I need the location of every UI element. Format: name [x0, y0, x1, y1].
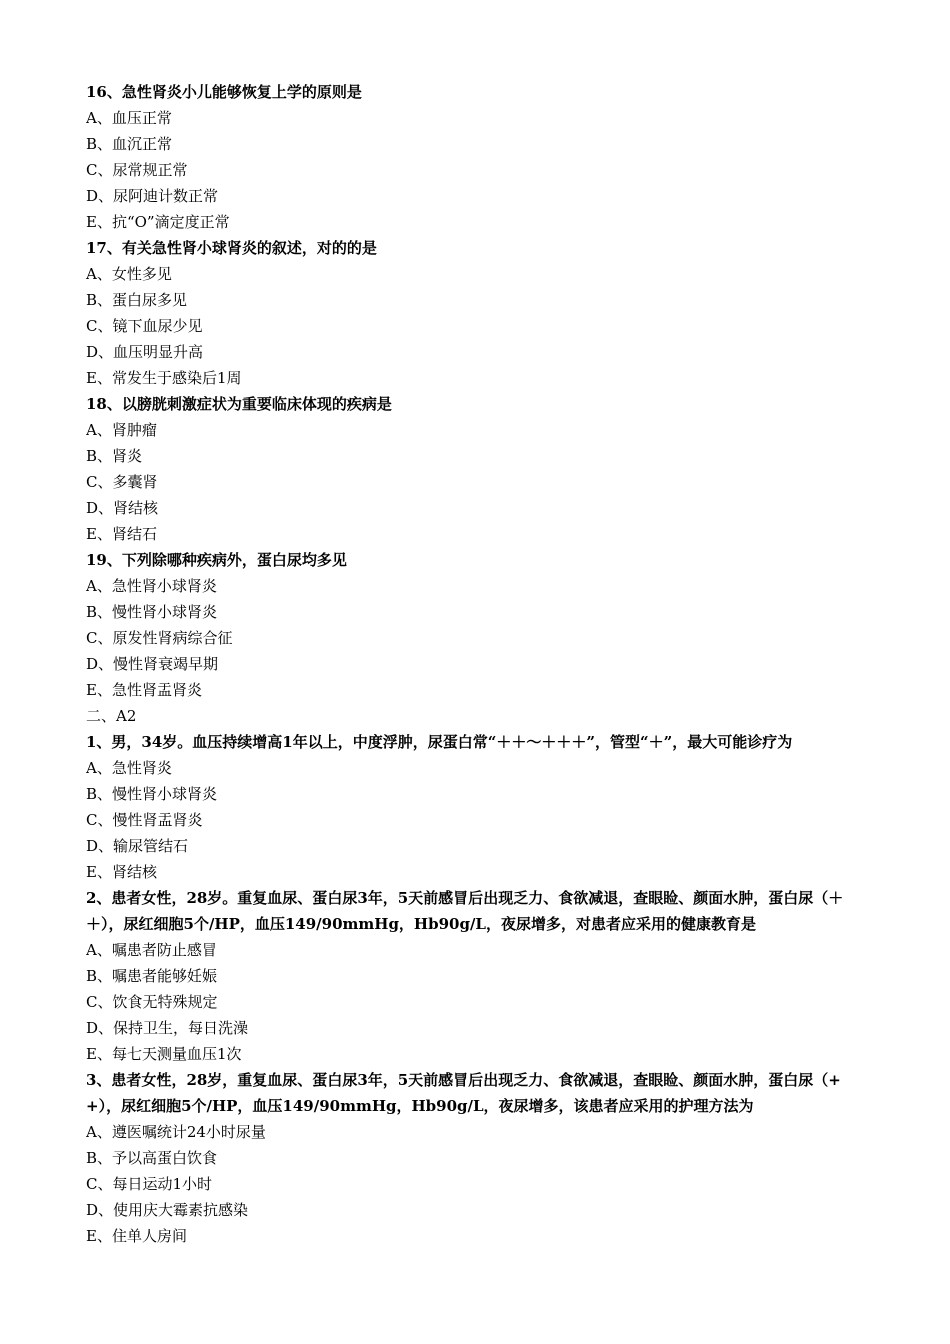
option-e: E、抗“O”滴定度正常 — [86, 213, 230, 231]
question-stem: 16、急性肾炎小儿能够恢复上学的原则是 — [86, 83, 362, 101]
option-e: E、常发生于感染后1周 — [86, 369, 242, 387]
question-stem: 17、有关急性肾小球肾炎的叙述，对的的是 — [86, 239, 377, 257]
option-e: E、每七天测量血压1次 — [86, 1045, 242, 1063]
option-b: B、予以高蛋白饮食 — [86, 1149, 218, 1167]
section-heading: 二、A2 — [86, 707, 137, 725]
option-b: B、慢性肾小球肾炎 — [86, 603, 218, 621]
option-d: D、慢性肾衰竭早期 — [86, 655, 219, 673]
option-a: A、血压正常 — [86, 109, 172, 127]
option-e: E、肾结核 — [86, 863, 157, 881]
question-stem: 2、患者女性，28岁。重复血尿、蛋白尿3年，5天前感冒后出现乏力、食欲减退，查眼睑、颜面水肿，蛋白尿（＋＋），尿红细胞5个/HP，血压149/90mmHg，Hb90g/L，夜尿增多，对患者应采用的健康教育是 — [86, 889, 844, 933]
option-b: B、蛋白尿多见 — [86, 291, 188, 309]
option-c: C、尿常规正常 — [86, 161, 188, 179]
option-b: B、慢性肾小球肾炎 — [86, 785, 218, 803]
option-a: A、女性多见 — [86, 265, 172, 283]
question-stem: 19、下列除哪种疾病外，蛋白尿均多见 — [86, 551, 347, 569]
option-d: D、血压明显升高 — [86, 343, 204, 361]
option-c: C、每日运动1小时 — [86, 1175, 213, 1193]
option-e: E、肾结石 — [86, 525, 157, 543]
option-a: A、遵医嘱统计24小时尿量 — [86, 1123, 266, 1141]
option-c: C、原发性肾病综合征 — [86, 629, 233, 647]
option-d: D、尿阿迪计数正常 — [86, 187, 219, 205]
option-a: A、急性肾炎 — [86, 759, 172, 777]
option-d: D、输尿管结石 — [86, 837, 189, 855]
option-c: C、饮食无特殊规定 — [86, 993, 218, 1011]
option-d: D、保持卫生，每日洗澡 — [86, 1019, 249, 1037]
option-a: A、嘱患者防止感冒 — [86, 941, 217, 959]
option-b: B、血沉正常 — [86, 135, 173, 153]
option-e: E、住单人房间 — [86, 1227, 187, 1245]
option-c: C、多囊肾 — [86, 473, 158, 491]
option-b: B、嘱患者能够妊娠 — [86, 967, 218, 985]
option-a: A、急性肾小球肾炎 — [86, 577, 217, 595]
option-c: C、慢性肾盂肾炎 — [86, 811, 203, 829]
option-d: D、肾结核 — [86, 499, 159, 517]
option-c: C、镜下血尿少见 — [86, 317, 203, 335]
option-e: E、急性肾盂肾炎 — [86, 681, 202, 699]
question-list — [86, 79, 866, 1249]
question-stem: 1、男，34岁。血压持续增高1年以上，中度浮肿，尿蛋白常“＋＋～＋＋＋”，管型“＋”，最大可能诊疗为 — [86, 733, 793, 751]
option-a: A、肾肿瘤 — [86, 421, 157, 439]
option-b: B、肾炎 — [86, 447, 143, 465]
question-stem: 3、患者女性，28岁，重复血尿、蛋白尿3年，5天前感冒后出现乏力、食欲减退，查眼睑、颜面水肿，蛋白尿（++），尿红细胞5个/HP，血压149/90mmHg，Hb90g/L，夜尿增多，该患者应采用的护理方法为 — [86, 1071, 841, 1115]
option-d: D、使用庆大霉素抗感染 — [86, 1201, 249, 1219]
question-stem: 18、以膀胱刺激症状为重要临床体现的疾病是 — [86, 395, 392, 413]
